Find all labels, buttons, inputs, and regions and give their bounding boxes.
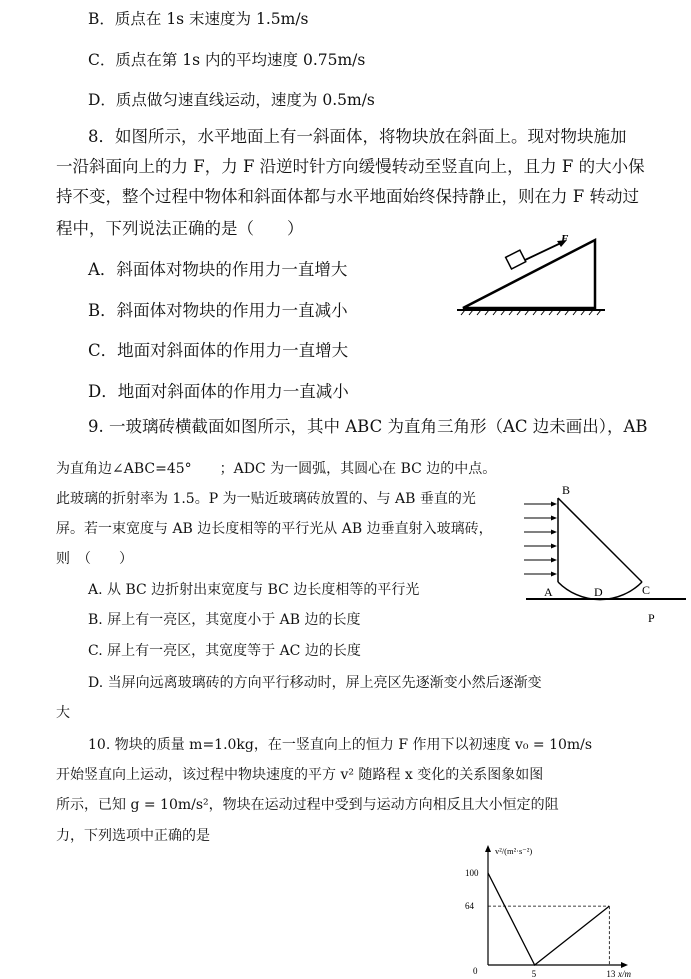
- label-c: C: [642, 583, 651, 597]
- glass-prism-figure: [518, 480, 688, 625]
- q8-option-d: D．地面对斜面体的作用力一直减小: [88, 382, 349, 401]
- force-arrow: [525, 242, 563, 260]
- q10-stem-line-4: 力，下列选项中正确的是: [56, 828, 210, 844]
- q9-option-c: C. 屏上有一亮区，其宽度等于 AC 边的长度: [88, 643, 361, 659]
- force-label: F: [561, 233, 569, 245]
- x-tick-label-13: 13: [606, 969, 616, 979]
- ray-arrowheads: [551, 502, 557, 577]
- label-b: B: [562, 483, 571, 497]
- q7-option-c: C．质点在第 1s 内的平均速度 0.75m/s: [88, 51, 366, 69]
- q8-stem-line-1: 8．如图所示，水平地面上有一斜面体，将物块放在斜面上。现对物块施加: [88, 127, 627, 146]
- y-tick-label-64: 64: [465, 901, 474, 912]
- q8-option-c: C．地面对斜面体的作用力一直增大: [88, 341, 349, 360]
- y-tick-label-100: 100: [465, 868, 479, 878]
- q10-stem-line-1: 10. 物块的质量 m=1.0kg，在一竖直向上的恒力 F 作用下以初速度 v₀ = 10m/s: [88, 737, 593, 753]
- incline-body: [463, 240, 595, 308]
- incline-figure: [455, 230, 615, 318]
- label-p: P: [648, 611, 655, 625]
- x-tick-label-5: 5: [531, 969, 537, 979]
- chart-ylabel: v²/(m²·s⁻²): [495, 846, 533, 856]
- v2-x-series-line: [488, 873, 609, 965]
- chart-xlabel: x/m: [618, 969, 631, 979]
- q9-option-d-cont: 大: [56, 705, 70, 721]
- incident-rays: [524, 504, 556, 574]
- q10-stem-line-3: 所示，已知 g = 10m/s²，物块在运动过程中受到与运动方向相反且大小恒定的阻: [56, 797, 559, 813]
- q9-stem-line-2: 为直角边∠ABC=45° ；ADC 为一圆弧，其圆心在 BC 边的中点。: [56, 461, 497, 477]
- q9-option-a: A. 从 BC 边折射出束宽度与 BC 边长度相等的平行光: [88, 582, 420, 598]
- q8-option-b: B．斜面体对物块的作用力一直减小: [88, 301, 348, 320]
- v2-x-chart: [455, 838, 645, 979]
- chart-x-arrow: [621, 962, 628, 968]
- q8-stem-line-3: 持不变，整个过程中物体和斜面体都与水平地面始终保持静止，则在力 F 转动过: [56, 187, 639, 206]
- q10-stem-line-2: 开始竖直向上运动，该过程中物块速度的平方 v² 随路程 x 变化的关系图象如图: [56, 767, 544, 783]
- q8-stem-line-4: 程中，下列说法正确的是（ ）: [56, 219, 304, 238]
- q9-option-d: D. 当屏向远离玻璃砖的方向平行移动时，屏上亮区先逐渐变小然后逐渐变: [88, 675, 542, 691]
- chart-y-arrow: [485, 845, 491, 852]
- label-d: D: [594, 585, 603, 599]
- q8-option-a: A．斜面体对物块的作用力一直增大: [88, 260, 348, 279]
- q9-stem-line-3: 此玻璃的折射率为 1.5。P 为一贴近玻璃砖放置的、与 AB 垂直的光: [56, 491, 476, 507]
- label-a: A: [544, 585, 553, 599]
- chart-origin-label: 0: [473, 966, 478, 976]
- q9-stem-line-4: 屏。若一束宽度与 AB 边长度相等的平行光从 AB 边垂直射入玻璃砖，: [56, 521, 493, 537]
- block: [506, 250, 526, 269]
- q7-option-d: D．质点做匀速直线运动，速度为 0.5m/s: [88, 91, 375, 109]
- q8-stem-line-2: 一沿斜面向上的力 F，力 F 沿逆时针方向缓慢转动至竖直向上，且力 F 的大小保: [56, 157, 645, 176]
- bc-edge: [558, 498, 642, 582]
- q9-stem-line-5: 则 （ ）: [56, 551, 133, 567]
- q9-option-b: B. 屏上有一亮区，其宽度小于 AB 边的长度: [88, 612, 361, 628]
- q9-stem-line-1: 9. 一玻璃砖横截面如图所示，其中 ABC 为直角三角形（AC 边未画出），AB: [88, 417, 648, 436]
- q7-option-b: B．质点在 1s 末速度为 1.5m/s: [88, 10, 309, 28]
